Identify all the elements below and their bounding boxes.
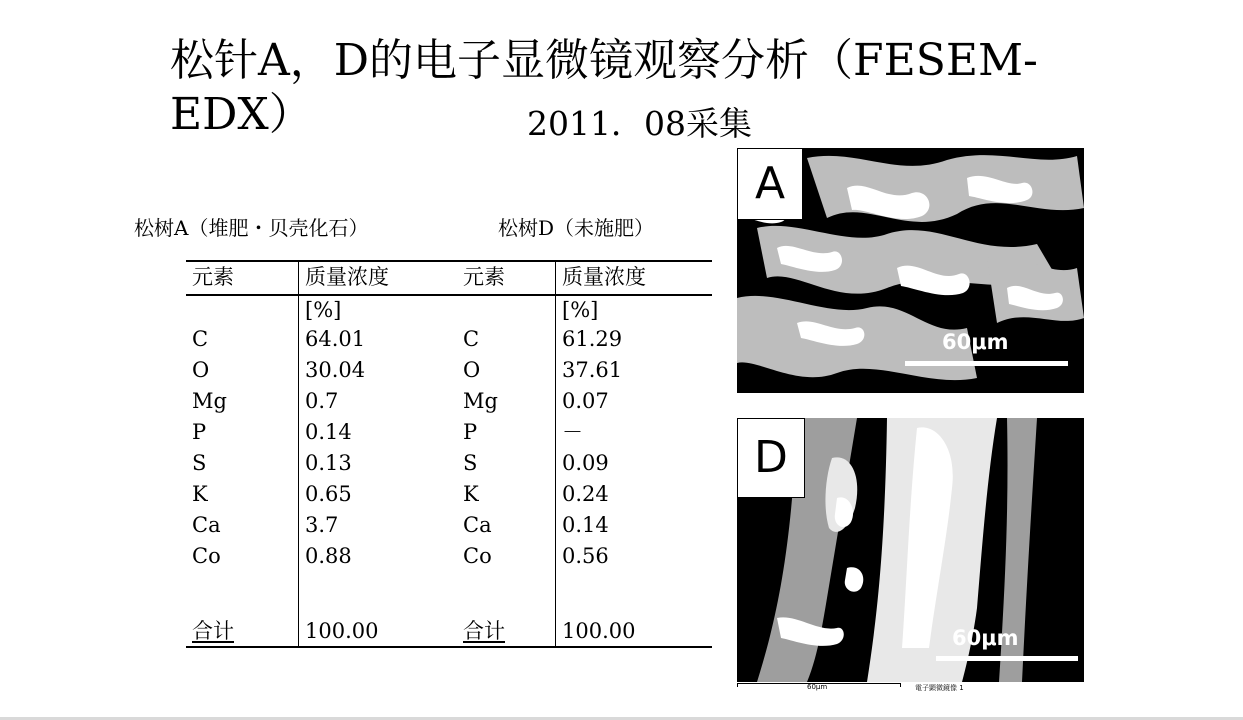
value-a: 0.13 — [299, 448, 458, 479]
element-a: K — [192, 482, 208, 506]
element-d: Mg — [463, 389, 498, 413]
element-a: S — [192, 451, 207, 475]
value-a: 30.04 — [299, 355, 458, 386]
header-element-a: 元素 — [186, 261, 299, 295]
value-a: 0.88 — [299, 541, 458, 572]
table-caption-pine-d: 松树D（未施肥） — [498, 216, 655, 240]
total-label-d: 合计 — [463, 619, 505, 643]
table-unit-row — [186, 295, 712, 324]
element-a: C — [192, 327, 209, 351]
element-d: S — [463, 451, 478, 475]
micrograph-footer — [737, 682, 1084, 692]
total-value-d: 100.00 — [556, 616, 713, 647]
value-a: 64.01 — [299, 324, 458, 355]
header-element-d: 元素 — [457, 261, 556, 295]
element-d: K — [463, 482, 479, 506]
value-d: 37.61 — [556, 355, 713, 386]
total-label-a: 合计 — [192, 619, 234, 643]
edx-composition-table — [186, 260, 712, 648]
micrograph-pine-d — [737, 418, 1084, 682]
header-unit-a: [%] — [299, 295, 458, 324]
value-a: 0.7 — [299, 386, 458, 417]
table-row — [186, 479, 712, 510]
element-a: Mg — [192, 389, 227, 413]
table-total-row — [186, 616, 712, 647]
scale-label-d: 60μm — [952, 626, 1019, 650]
table-row — [186, 510, 712, 541]
element-a: P — [192, 420, 207, 444]
value-d: 61.29 — [556, 324, 713, 355]
table-row — [186, 386, 712, 417]
micrograph-pine-a — [737, 148, 1084, 393]
footer-caption: 電子顕微鏡像 1 — [915, 684, 964, 692]
value-a: 3.7 — [299, 510, 458, 541]
element-a: Co — [192, 544, 221, 568]
slide-title: 松针A，D的电子显微镜观察分析（FESEM-EDX） — [170, 35, 1038, 140]
scale-bar-a — [905, 361, 1068, 366]
table-row — [186, 448, 712, 479]
scale-label-a: 60μm — [942, 330, 1009, 354]
element-d: Co — [463, 544, 492, 568]
element-d: O — [463, 358, 481, 382]
table-row — [186, 355, 712, 386]
value-d: 0.24 — [556, 479, 713, 510]
header-mass-d: 质量浓度 — [556, 261, 713, 295]
scale-bar-d — [936, 656, 1078, 661]
element-d: P — [463, 420, 478, 444]
header-mass-a: 质量浓度 — [299, 261, 458, 295]
header-unit-d: [%] — [556, 295, 713, 324]
total-value-a: 100.00 — [299, 616, 458, 647]
value-d: 0.14 — [556, 510, 713, 541]
value-a: 0.14 — [299, 417, 458, 448]
value-a: 0.65 — [299, 479, 458, 510]
value-d: 0.56 — [556, 541, 713, 572]
value-d: 0.09 — [556, 448, 713, 479]
element-d: Ca — [463, 513, 492, 537]
table-row — [186, 417, 712, 448]
table-caption-pine-a: 松树A（堆肥・贝壳化石） — [134, 216, 369, 240]
table-spacer-row — [186, 572, 712, 616]
table-header-row — [186, 261, 712, 295]
element-a: O — [192, 358, 210, 382]
element-a: Ca — [192, 513, 221, 537]
table-row — [186, 324, 712, 355]
panel-label-a: A — [737, 148, 803, 220]
collection-date: 2011．08采集 — [527, 104, 752, 143]
panel-label-d: D — [737, 418, 805, 498]
value-d: － — [556, 417, 713, 448]
value-d: 0.07 — [556, 386, 713, 417]
footer-scale-label: 60μm — [807, 683, 828, 691]
table-row — [186, 541, 712, 572]
element-d: C — [463, 327, 480, 351]
